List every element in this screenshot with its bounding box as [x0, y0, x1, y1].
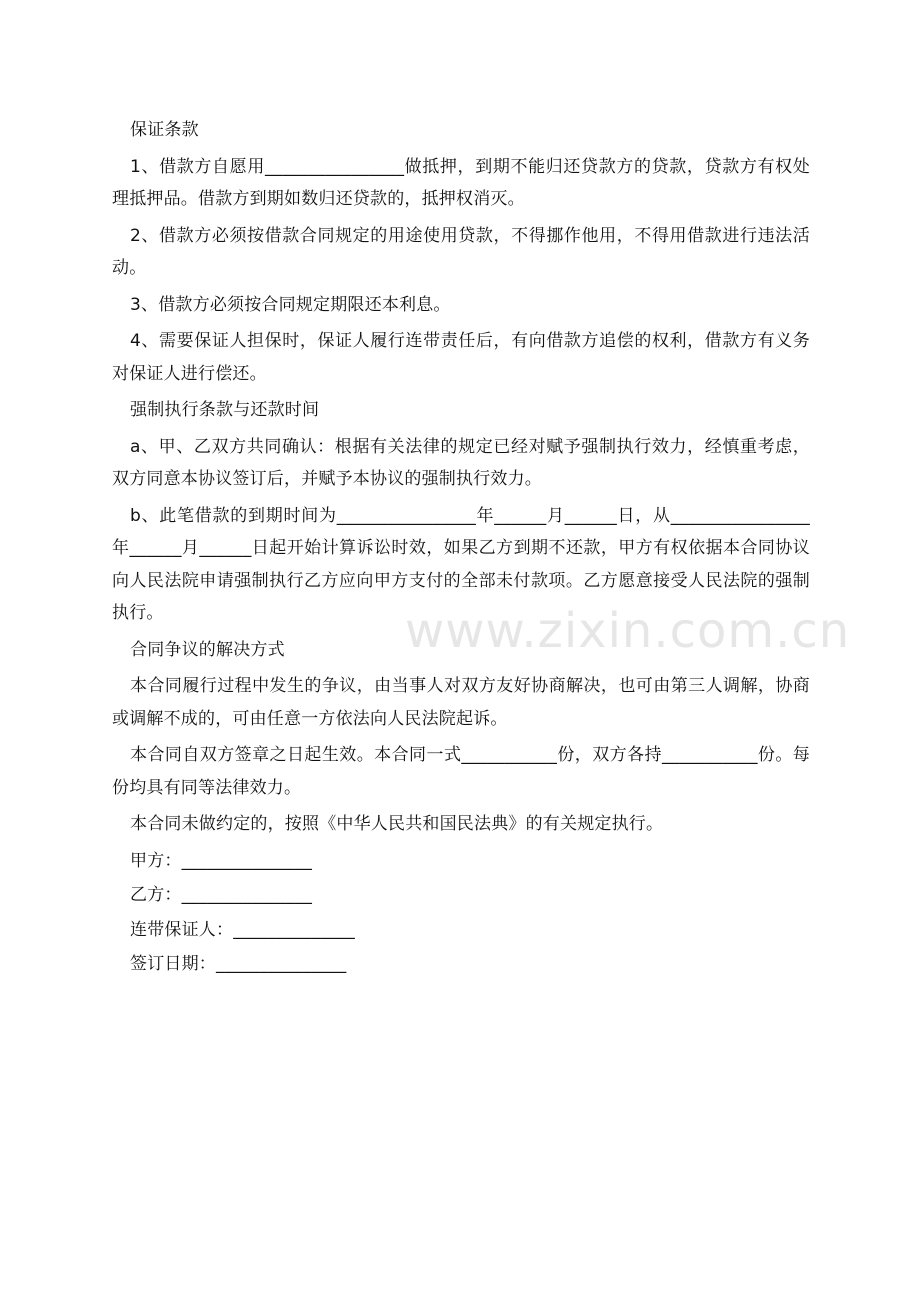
clause-b-due-date: b、此笔借款的到期时间为________________年______月______日，从________________年______月______日起开始计算诉讼时效，如果乙方到期不还款，甲方有权依据本合同协议向人民法院申请强制执行乙方应向甲方支付的全部未付款项。乙方愿意接受人民法院的强制执行。: [112, 505, 810, 623]
clause-3-repayment: 3、借款方必须按合同规定期限还本利息。: [130, 294, 451, 315]
heading-dispute: 合同争议的解决方式: [130, 639, 285, 660]
clause-2-loan-use: 2、借款方必须按借款合同规定的用途使用贷款，不得挪作他用，不得用借款进行违法活动。: [112, 225, 810, 278]
effective-clause: 本合同自双方签章之日起生效。本合同一式___________份，双方各持___________份。每份均具有同等法律效力。: [112, 745, 810, 798]
governing-law: 本合同未做约定的，按照《中华人民共和国民法典》的有关规定执行。: [130, 814, 664, 834]
sign-date: 签订日期：_______________: [130, 954, 347, 974]
party-b-signature: 乙方：_______________: [130, 885, 313, 905]
heading-enforcement: 强制执行条款与还款时间: [130, 400, 320, 420]
party-a-signature: 甲方：_______________: [130, 850, 313, 871]
clause-4-guarantor: 4、需要保证人担保时，保证人履行连带责任后，有向借款方追偿的权利，借款方有义务对保证人进行偿还。: [112, 331, 810, 384]
dispute-resolution: 本合同履行过程中发生的争议，由当事人对双方友好协商解决，也可由第三人调解，协商或调解不成的，可由任意一方依法向人民法院起诉。: [112, 676, 810, 729]
heading-guarantee-clause: 保证条款: [130, 120, 199, 140]
document-body: [112, 114, 810, 983]
guarantor-signature: 连带保证人：______________: [130, 919, 355, 940]
watermark: www.zixin.com.cn: [405, 603, 851, 659]
clause-1-collateral: 1、借款方自愿用________________做抵押，到期不能归还贷款方的贷款，贷款方有权处理抵押品。借款方到期如数归还贷款的，抵押权消灭。: [112, 156, 810, 209]
clause-a-enforcement: a、甲、乙双方共同确认：根据有关法律的规定已经对赋予强制执行效力，经慎重考虑，双方同意本协议签订后，并赋予本协议的强制执行效力。: [112, 436, 810, 489]
